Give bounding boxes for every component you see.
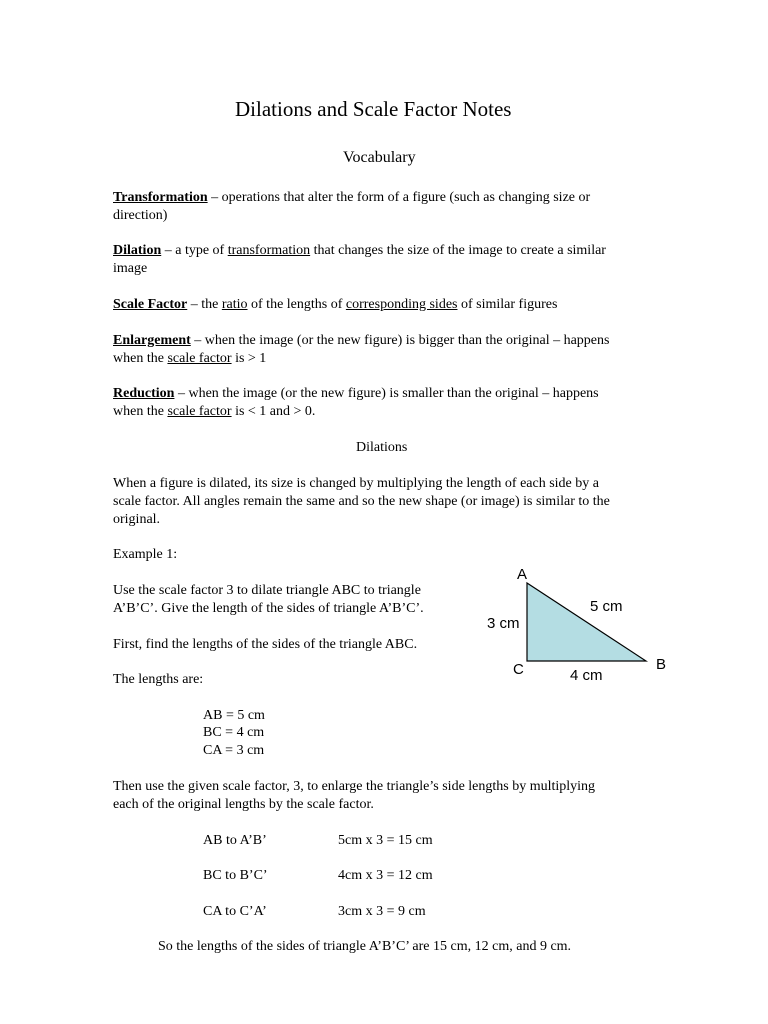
term-transformation: Transformation: [113, 190, 208, 205]
intro-line: scale factor. All angles remain the same and so the new shape (or image) is similar to the: [113, 494, 610, 509]
vertex-label-b: B: [656, 656, 667, 673]
side-label-ca: 3 cm: [487, 615, 520, 632]
lengths-intro: The lengths are:: [113, 672, 204, 687]
vertex-label-a: A: [517, 566, 528, 583]
calc-result: 4cm x 3 = 12 cm: [338, 868, 433, 883]
calc-pair: BC to B’C’: [203, 868, 268, 883]
definition-scale-factor: Scale Factor – the ratio of the lengths of corresponding sides of similar figures: [113, 297, 558, 312]
length-item: AB = 5 cm: [203, 708, 265, 723]
intro-line: When a figure is dilated, its size is changed by multiplying the length of each side by a: [113, 476, 599, 491]
first-step-text: First, find the lengths of the sides of the triangle ABC.: [113, 637, 418, 652]
definition-reduction-line2: when the scale factor is < 1 and > 0.: [113, 404, 316, 419]
definition-dilation-line1: Dilation – a type of transformation that changes the size of the image to create a similar: [113, 243, 606, 258]
then-line: each of the original lengths by the scale factor.: [113, 797, 374, 812]
definition-dilation-line2: image: [113, 261, 148, 276]
definition-reduction-line1: Reduction – when the image (or the new figure) is smaller than the original – happens: [113, 386, 599, 401]
example-prompt-line: A’B’C’. Give the length of the sides of triangle A’B’C’.: [113, 601, 424, 616]
definition-transformation-line1: Transformation – operations that alter the form of a figure (such as changing size or: [113, 190, 591, 205]
term-enlargement: Enlargement: [113, 333, 191, 348]
dilations-heading: Dilations: [356, 440, 408, 455]
example-label: Example 1:: [113, 547, 178, 562]
length-item: CA = 3 cm: [203, 743, 265, 758]
calc-result: 3cm x 3 = 9 cm: [338, 904, 426, 919]
intro-line: original.: [113, 512, 161, 527]
vocabulary-heading: Vocabulary: [343, 149, 416, 166]
length-item: BC = 4 cm: [203, 725, 265, 740]
conclusion-text: So the lengths of the sides of triangle A’B’C’ are 15 cm, 12 cm, and 9 cm.: [158, 939, 572, 954]
side-label-bc: 4 cm: [570, 667, 603, 684]
term-dilation: Dilation: [113, 243, 162, 258]
term-scale-factor: Scale Factor: [113, 297, 188, 312]
example-prompt-line: Use the scale factor 3 to dilate triangle ABC to triangle: [113, 583, 421, 598]
side-label-ab: 5 cm: [590, 598, 623, 615]
calc-pair: AB to A’B’: [203, 833, 267, 848]
definition-enlargement-line1: Enlargement – when the image (or the new figure) is bigger than the original – happens: [113, 333, 610, 348]
calc-result: 5cm x 3 = 15 cm: [338, 833, 433, 848]
calc-pair: CA to C’A’: [203, 904, 267, 919]
definition-transformation-line2: direction): [113, 208, 168, 223]
triangle-abc: [527, 583, 646, 661]
definition-enlargement-line2: when the scale factor is > 1: [113, 351, 267, 366]
page-title: Dilations and Scale Factor Notes: [235, 97, 512, 121]
then-line: Then use the given scale factor, 3, to enlarge the triangle’s side lengths by multiplying: [113, 779, 596, 794]
vertex-label-c: C: [513, 661, 524, 678]
term-reduction: Reduction: [113, 386, 175, 401]
